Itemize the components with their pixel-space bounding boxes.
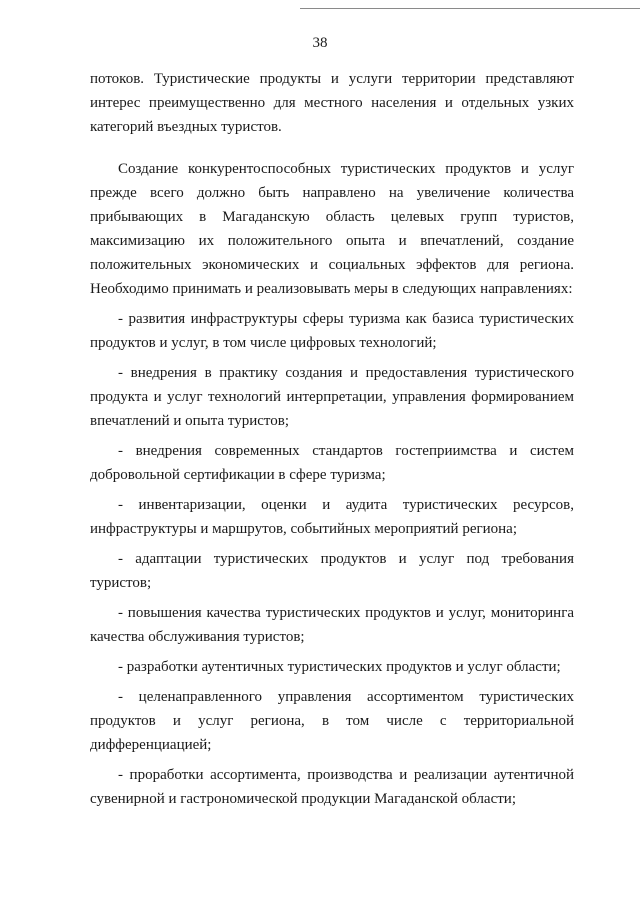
list-item-infrastructure: - развития инфраструктуры сферы туризма как базиса туристических продуктов и услуг, в том числе цифровых технологий; (90, 311, 574, 351)
list-item-authentic-products: - разработки аутентичных туристических продуктов и услуг области; (118, 659, 561, 675)
paragraph-continuation: потоков. Туристические продукты и услуги территории представляют интерес преимущественно для местного населения и отдельных узких категорий въездных туристов. (90, 71, 574, 135)
list-item-adaptation: - адаптации туристических продуктов и услуг под требования туристов; (90, 551, 574, 591)
list-item-interpretation-technologies: - внедрения в практику создания и предоставления туристического продукта и услуг технологий интерпретации, управления формированием впечатлений и опыта туристов; (90, 365, 574, 429)
page-number: 38 (312, 35, 328, 51)
list-item-souvenir-production: - проработки ассортимента, производства и реализации аутентичной сувенирной и гастрономической продукции Магаданской области; (90, 767, 574, 807)
list-item-inventory-audit: - инвентаризации, оценки и аудита туристических ресурсов, инфраструктуры и маршрутов, событийных мероприятий региона; (90, 497, 574, 537)
list-item-assortment-management: - целенаправленного управления ассортиментом туристических продуктов и услуг региона, в том числе с территориальной дифференциацией; (90, 689, 574, 753)
list-item-hospitality-standards: - внедрения современных стандартов гостеприимства и систем добровольной сертификации в сфере туризма; (90, 443, 574, 483)
top-edge-line (300, 8, 640, 9)
page-body (90, 67, 574, 811)
list-item-quality: - повышения качества туристических продуктов и услуг, мониторинга качества обслуживания туристов; (90, 605, 574, 645)
paragraph-main: Создание конкурентоспособных туристических продуктов и услуг прежде всего должно быть направлено на увеличение количества прибывающих в Магаданскую область целевых групп туристов, максимизацию их положительного опыта и впечатлений, создание положительных экономических и социальных эффектов для региона. Необходимо принимать и реализовывать меры в следующих направлениях: (90, 161, 574, 297)
